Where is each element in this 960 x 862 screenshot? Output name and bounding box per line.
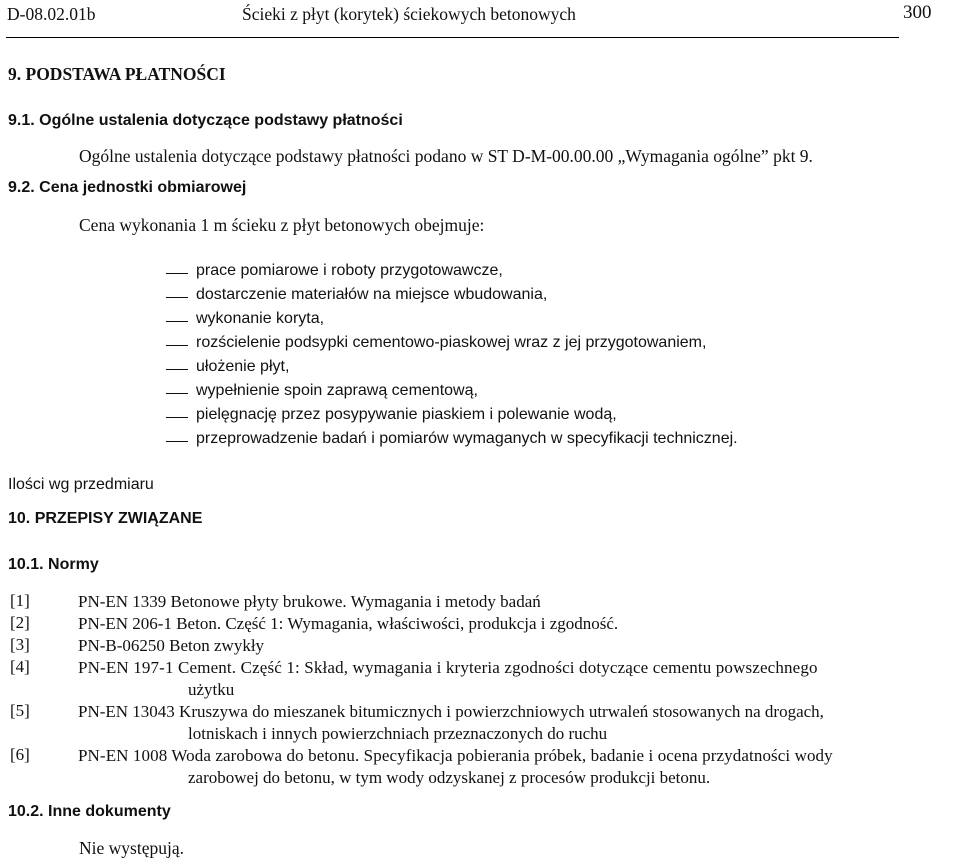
section-9-2-heading: 9.2. Cena jednostki obmiarowej <box>8 179 247 196</box>
reference-continuation: zarobowej do betonu, w tym wody odzyskanej z procesów produkcji betonu. <box>188 768 711 787</box>
list-dash <box>166 393 188 394</box>
section-9-heading: 9. PODSTAWA PŁATNOŚCI <box>8 64 226 84</box>
reference-text: PN-EN 206-1 Beton. Część 1: Wymagania, właściwości, produkcja i zgodność. <box>78 614 619 633</box>
list-dash <box>166 369 188 370</box>
reference-continuation: użytku <box>188 680 235 699</box>
reference-text: PN-EN 1339 Betonowe płyty brukowe. Wymagania i metody badań <box>78 592 541 611</box>
section-9-2-text: Cena wykonania 1 m ścieku z płyt betonowych obejmuje: <box>79 215 485 235</box>
list-item: przeprowadzenie badań i pomiarów wymaganych w specyfikacji technicznej. <box>196 430 738 447</box>
list-item: wykonanie koryta, <box>196 310 325 327</box>
list-item: pielęgnację przez posypywanie piaskiem i polewanie wodą, <box>196 406 617 423</box>
doc-code: D-08.02.01b <box>7 4 96 24</box>
reference-text: PN-EN 197-1 Cement. Część 1: Skład, wymagania i kryteria zgodności dotyczące cementu powszechnego <box>78 658 818 677</box>
section-9-1-text: Ogólne ustalenia dotyczące podstawy płatności podano w ST D-M-00.00.00 „Wymagania ogólne” pkt 9. <box>79 146 813 166</box>
list-dash <box>166 321 188 322</box>
reference-number: [5] <box>10 701 30 720</box>
reference-number: [4] <box>10 657 30 676</box>
list-dash <box>166 297 188 298</box>
section-10-2-heading: 10.2. Inne dokumenty <box>8 803 171 820</box>
reference-text: PN-EN 1008 Woda zarobowa do betonu. Specyfikacja pobierania próbek, badanie i ocena przydatności wody <box>78 746 833 765</box>
list-item: prace pomiarowe i roboty przygotowawcze, <box>196 262 503 279</box>
list-dash <box>166 273 188 274</box>
list-dash <box>166 441 188 442</box>
section-9-1-heading: 9.1. Ogólne ustalenia dotyczące podstawy płatności <box>8 112 403 129</box>
quantities-note: Ilości wg przedmiaru <box>8 476 154 493</box>
reference-continuation: lotniskach i innych powierzchniach przeznaczonych do ruchu <box>188 724 608 743</box>
reference-text: PN-B-06250 Beton zwykły <box>78 636 265 655</box>
list-item: rozścielenie podsypki cementowo-piaskowej wraz z jej przygotowaniem, <box>196 334 707 351</box>
section-10-2-text: Nie występują. <box>79 838 184 858</box>
section-10-heading: 10. PRZEPISY ZWIĄZANE <box>8 510 203 527</box>
list-dash <box>166 345 188 346</box>
header-rule <box>6 37 899 38</box>
reference-number: [3] <box>10 635 30 654</box>
list-dash <box>166 417 188 418</box>
doc-title: Ścieki z płyt (korytek) ściekowych betonowych <box>242 4 576 24</box>
reference-number: [2] <box>10 613 30 632</box>
reference-number: [6] <box>10 745 30 764</box>
reference-number: [1] <box>10 591 30 610</box>
reference-text: PN-EN 13043 Kruszywa do mieszanek bitumicznych i powierzchniowych utrwaleń stosowanych na drogach, <box>78 702 824 721</box>
list-item: ułożenie płyt, <box>196 358 290 375</box>
list-item: wypełnienie spoin zaprawą cementową, <box>196 382 478 399</box>
section-10-1-heading: 10.1. Normy <box>8 556 99 573</box>
list-item: dostarczenie materiałów na miejsce wbudowania, <box>196 286 548 303</box>
page-number: 300 <box>903 2 932 23</box>
